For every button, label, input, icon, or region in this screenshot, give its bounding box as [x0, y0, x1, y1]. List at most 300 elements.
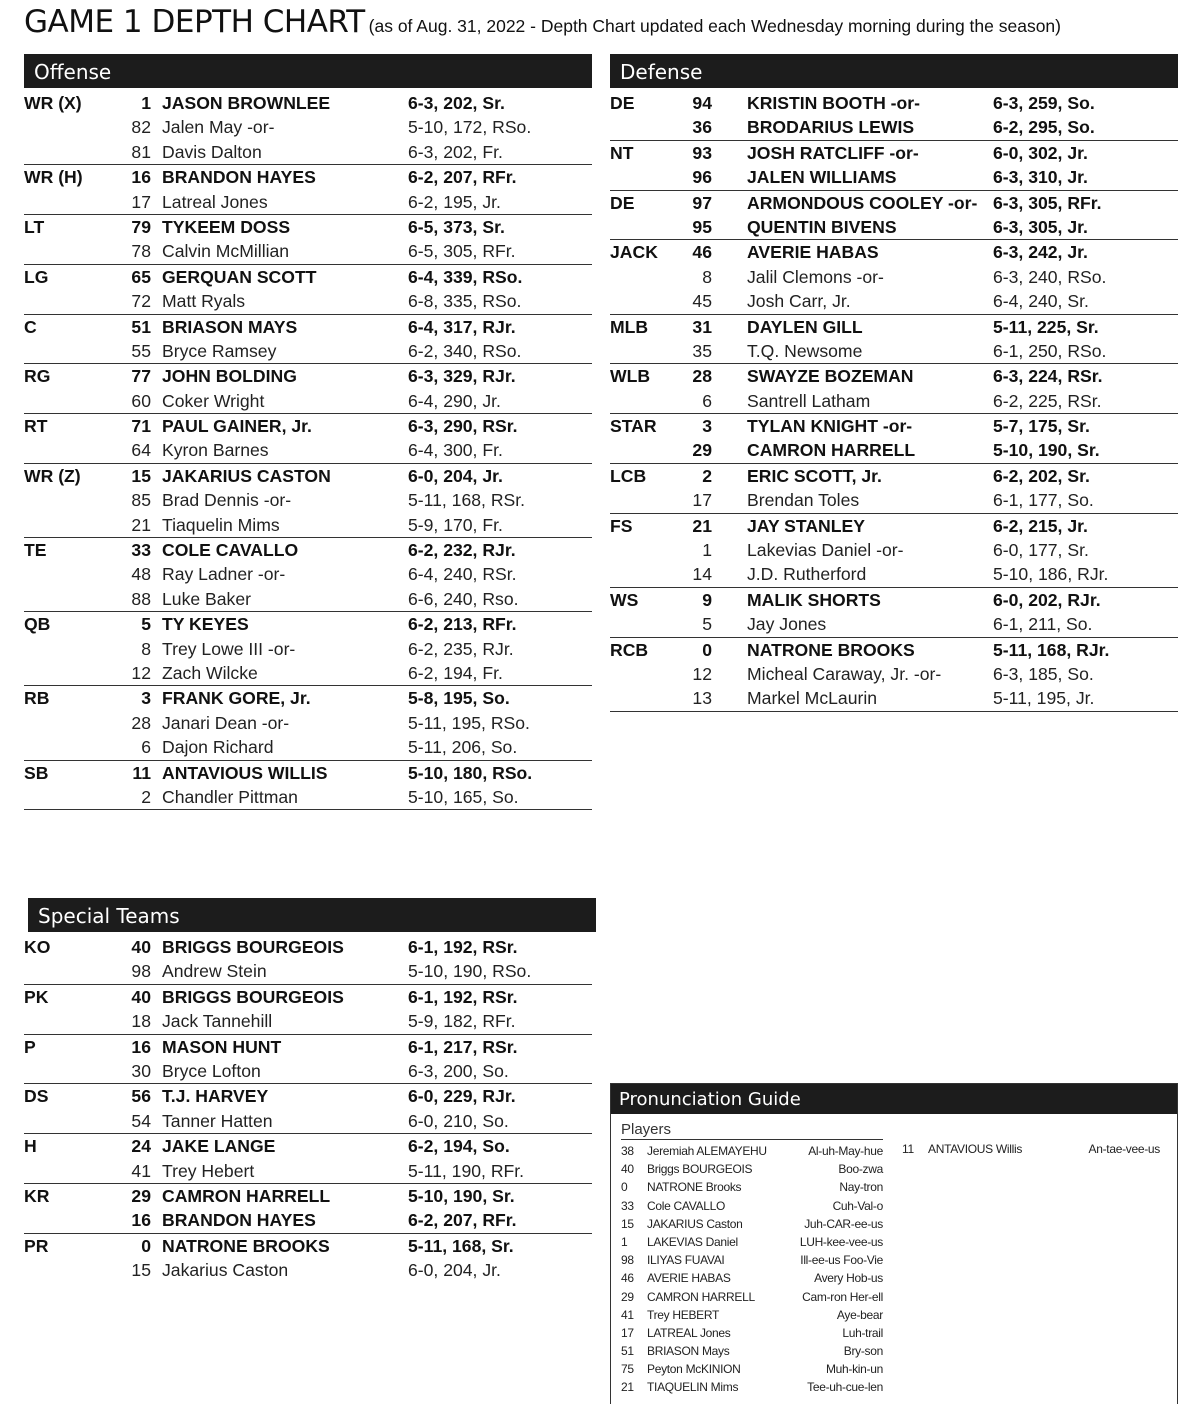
player-info: 5-10, 180, RSo. — [408, 762, 533, 783]
position-label: WR (H) — [24, 167, 83, 188]
player-row — [24, 115, 592, 139]
pronunciation-name: Trey HEBERT — [647, 1307, 720, 1322]
player-info: 6-2, 232, RJr. — [408, 540, 516, 561]
jersey-number: 6 — [141, 737, 151, 758]
jersey-number: 94 — [692, 93, 712, 113]
special-teams-section — [24, 898, 596, 1282]
player-info: 6-3, 185, So. — [993, 663, 1094, 684]
pronunciation-phonetic: Bry-son — [843, 1344, 883, 1359]
player-name: AVERIE HABAS — [747, 242, 879, 263]
player-info: 5-11, 190, RFr. — [408, 1160, 525, 1181]
player-info: 6-5, 373, Sr. — [408, 216, 505, 237]
player-row — [24, 1109, 592, 1133]
player-row — [24, 562, 592, 586]
jersey-number: 64 — [131, 440, 151, 461]
position-group — [610, 364, 1178, 414]
player-row — [610, 315, 1178, 339]
player-name: BRIGGS BOURGEOIS — [162, 937, 344, 957]
position-group — [24, 985, 592, 1035]
position-group — [24, 1234, 592, 1283]
pronunciation-number: 38 — [621, 1144, 634, 1158]
player-row — [610, 538, 1178, 562]
player-row — [610, 612, 1178, 636]
player-info: 6-3, 240, RSo. — [993, 266, 1107, 287]
position-group — [610, 91, 1178, 141]
jersey-number: 36 — [692, 117, 712, 138]
player-info: 6-0, 202, RJr. — [993, 589, 1101, 610]
position-label: RB — [24, 688, 50, 709]
title-main: GAME 1 DEPTH CHART — [24, 4, 365, 40]
player-info: 6-4, 240, RSr. — [408, 564, 517, 585]
jersey-number: 13 — [692, 688, 712, 709]
player-name: ERIC SCOTT, Jr. — [747, 465, 882, 486]
position-label: SB — [24, 762, 49, 783]
pronunciation-number: 11 — [902, 1142, 914, 1156]
player-info: 6-6, 240, Rso. — [408, 588, 519, 609]
title-subtitle: (as of Aug. 31, 2022 - Depth Chart updated each Wednesday morning during the season) — [368, 16, 1061, 36]
player-row — [24, 438, 592, 462]
player-info: 6-2, 207, RFr. — [408, 1210, 517, 1231]
player-row — [610, 141, 1178, 165]
player-row — [24, 735, 592, 759]
player-row — [24, 959, 592, 983]
pronunciation-name: Briggs BOURGEOIS — [647, 1162, 753, 1177]
pronunciation-row — [621, 1360, 883, 1378]
player-info: 6-3, 305, Jr. — [993, 216, 1088, 237]
player-row — [24, 215, 592, 239]
player-row — [24, 239, 592, 263]
position-group — [24, 165, 592, 215]
player-row — [610, 339, 1178, 363]
jersey-number: 30 — [131, 1060, 151, 1081]
pronunciation-phonetic: Muh-kin-un — [825, 1362, 883, 1377]
pronunciation-row — [621, 1251, 883, 1269]
jersey-number: 0 — [141, 1235, 151, 1256]
pronunciation-row — [621, 1160, 883, 1178]
position-group — [610, 588, 1178, 638]
position-group — [610, 514, 1178, 588]
player-name: Brendan Toles — [747, 490, 860, 511]
player-name: Chandler Pittman — [162, 786, 298, 807]
player-row — [610, 91, 1178, 115]
pronunciation-number: 40 — [621, 1162, 634, 1177]
player-name: T.J. HARVEY — [162, 1086, 269, 1107]
jersey-number: 17 — [692, 490, 712, 511]
player-info: 6-0, 204, Jr. — [408, 465, 503, 486]
position-label: NT — [610, 142, 634, 163]
pronunciation-list-left — [621, 1142, 883, 1397]
jersey-number: 28 — [131, 712, 151, 733]
jersey-number: 79 — [131, 216, 151, 237]
player-row — [24, 1208, 592, 1232]
player-row — [24, 91, 592, 115]
pronunciation-number: 21 — [621, 1380, 634, 1395]
pronunciation-phonetic: Aye-bear — [836, 1307, 883, 1322]
position-label: TE — [24, 540, 47, 561]
pronunciation-name: BRIASON Mays — [647, 1344, 730, 1359]
player-row — [24, 1159, 592, 1183]
player-name: BRANDON HAYES — [162, 1210, 316, 1231]
player-row — [610, 240, 1178, 264]
player-row — [610, 662, 1178, 686]
position-group — [610, 315, 1178, 365]
player-name: Markel McLaurin — [747, 688, 878, 709]
jersey-number: 56 — [131, 1086, 151, 1107]
player-row — [610, 389, 1178, 413]
jersey-number: 65 — [131, 266, 151, 287]
jersey-number: 12 — [131, 662, 151, 683]
player-info: 6-3, 305, RFr. — [993, 192, 1102, 213]
pronunciation-list-right — [902, 1140, 1160, 1158]
player-info: 6-1, 211, So. — [993, 614, 1093, 635]
position-label: RG — [24, 366, 51, 387]
player-info: 6-3, 200, So. — [408, 1060, 509, 1081]
player-name: Jakarius Caston — [162, 1260, 289, 1281]
position-label: DE — [610, 192, 635, 213]
player-row — [610, 438, 1178, 462]
pronunciation-phonetic: Cam-ron Her-ell — [802, 1289, 883, 1304]
player-name: Trey Hebert — [162, 1160, 255, 1181]
jersey-number: 2 — [141, 786, 151, 807]
jersey-number: 46 — [692, 242, 712, 263]
player-name: CAMRON HARRELL — [747, 440, 916, 461]
pronunciation-number: 51 — [621, 1344, 634, 1359]
pronunciation-name: Peyton McKINION — [647, 1362, 741, 1377]
player-name: ANTAVIOUS WILLIS — [162, 762, 328, 783]
position-group — [24, 935, 592, 985]
jersey-number: 0 — [702, 639, 712, 660]
pronunciation-phonetic: An-tae-vee-us — [1088, 1142, 1160, 1156]
player-info: 6-2, 213, RFr. — [408, 614, 517, 635]
player-name: NATRONE BROOKS — [162, 1235, 330, 1256]
player-info: 5-10, 190, RSo. — [408, 961, 532, 982]
offense-groups — [24, 88, 592, 810]
jersey-number: 45 — [692, 291, 712, 312]
player-info: 6-2, 194, Fr. — [408, 662, 503, 683]
player-name: GERQUAN SCOTT — [162, 266, 317, 287]
player-row — [610, 638, 1178, 662]
player-info: 6-2, 215, Jr. — [993, 515, 1088, 536]
pronunciation-number: 1 — [621, 1234, 628, 1249]
jersey-number: 5 — [141, 614, 151, 635]
player-row — [24, 389, 592, 413]
player-row — [24, 315, 592, 339]
player-info: 6-3, 202, Sr. — [408, 93, 505, 113]
position-label: WS — [610, 589, 639, 610]
position-label: C — [24, 316, 37, 337]
jersey-number: 29 — [131, 1185, 151, 1206]
player-name: Jack Tannehill — [162, 1011, 273, 1032]
position-label: WLB — [610, 366, 651, 387]
player-name: MALIK SHORTS — [747, 589, 881, 610]
player-name: Kyron Barnes — [162, 440, 269, 461]
player-name: J.D. Rutherford — [747, 564, 867, 585]
jersey-number: 41 — [131, 1160, 151, 1181]
jersey-number: 16 — [131, 167, 151, 188]
player-name: Janari Dean -or- — [162, 712, 290, 733]
jersey-number: 16 — [131, 1036, 151, 1057]
pronunciation-name: ANTAVIOUS Willis — [928, 1142, 1023, 1156]
pronunciation-number: 33 — [621, 1198, 634, 1213]
jersey-number: 1 — [141, 93, 151, 113]
player-name: Jalen May -or- — [162, 117, 275, 138]
player-info: 5-7, 175, Sr. — [993, 416, 1090, 437]
player-name: Davis Dalton — [162, 141, 262, 162]
player-info: 5-11, 206, So. — [408, 737, 518, 758]
offense-section — [24, 54, 592, 810]
position-label: LG — [24, 266, 49, 287]
jersey-number: 81 — [131, 141, 151, 162]
player-row — [610, 562, 1178, 586]
pronunciation-row — [621, 1269, 883, 1287]
player-name: Micheal Caraway, Jr. -or- — [747, 663, 942, 684]
player-name: Luke Baker — [162, 588, 251, 609]
player-row — [610, 115, 1178, 139]
player-row — [24, 1084, 592, 1108]
player-name: Ray Ladner -or- — [162, 564, 286, 585]
defense-groups — [610, 88, 1178, 712]
jersey-number: 48 — [131, 564, 151, 585]
player-row — [610, 191, 1178, 215]
player-name: Zach Wilcke — [162, 662, 258, 683]
player-info: 6-1, 217, RSr. — [408, 1036, 518, 1057]
player-name: Calvin McMillian — [162, 241, 290, 262]
jersey-number: 15 — [131, 1260, 151, 1281]
special-teams-header: Special Teams — [28, 898, 596, 932]
jersey-number: 29 — [692, 440, 712, 461]
pronunciation-row — [621, 1288, 883, 1306]
player-name: SWAYZE BOZEMAN — [747, 366, 914, 387]
player-info: 6-0, 302, Jr. — [993, 142, 1088, 163]
player-name: COLE CAVALLO — [162, 540, 299, 561]
pronunciation-phonetic: Ill-ee-us Foo-Vie — [800, 1253, 883, 1268]
pronunciation-phonetic: Tee-uh-cue-len — [807, 1380, 883, 1395]
player-row — [24, 587, 592, 611]
jersey-number: 2 — [702, 465, 712, 486]
pronunciation-name: LAKEVIAS Daniel — [647, 1234, 738, 1249]
player-row — [24, 935, 592, 959]
player-row — [24, 513, 592, 537]
position-group — [24, 612, 592, 686]
jersey-number: 78 — [131, 241, 151, 262]
player-name: MASON HUNT — [162, 1036, 282, 1057]
player-info: 6-4, 317, RJr. — [408, 316, 516, 337]
jersey-number: 31 — [692, 316, 712, 337]
position-group — [24, 1134, 592, 1184]
jersey-number: 40 — [131, 937, 151, 957]
position-label: KO — [24, 937, 51, 957]
jersey-number: 60 — [131, 390, 151, 411]
position-group — [24, 315, 592, 365]
jersey-number: 24 — [131, 1136, 151, 1157]
player-row — [610, 215, 1178, 239]
player-name: DAYLEN GILL — [747, 316, 863, 337]
player-row — [24, 538, 592, 562]
pronunciation-name: Jeremiah ALEMAYEHU — [647, 1144, 767, 1158]
pronunciation-name: NATRONE Brooks — [647, 1180, 742, 1195]
player-info: 5-11, 168, RSr. — [408, 490, 526, 511]
pronunciation-number: 46 — [621, 1271, 634, 1286]
player-name: KRISTIN BOOTH -or- — [747, 93, 920, 113]
pronunciation-phonetic: Cuh-Val-o — [832, 1198, 883, 1213]
pronunciation-phonetic: Juh-CAR-ee-us — [804, 1216, 883, 1231]
player-row — [610, 289, 1178, 313]
player-name: BRIASON MAYS — [162, 316, 298, 337]
position-group — [610, 464, 1178, 514]
pronunciation-row — [621, 1178, 883, 1196]
player-row — [24, 637, 592, 661]
player-name: JALEN WILLIAMS — [747, 167, 897, 188]
jersey-number: 35 — [692, 340, 712, 361]
player-name: TY KEYES — [162, 614, 249, 635]
pronunciation-number: 41 — [621, 1307, 634, 1322]
jersey-number: 54 — [131, 1110, 151, 1131]
jersey-number: 88 — [131, 588, 151, 609]
jersey-number: 96 — [692, 167, 712, 188]
player-info: 6-2, 225, RSr. — [993, 390, 1102, 411]
pronunciation-name: LATREAL Jones — [647, 1325, 731, 1340]
player-row — [610, 464, 1178, 488]
player-info: 6-3, 290, RSr. — [408, 416, 518, 437]
player-row — [24, 661, 592, 685]
player-info: 6-8, 335, RSo. — [408, 291, 522, 312]
player-row — [24, 289, 592, 313]
player-name: Bryce Lofton — [162, 1060, 261, 1081]
position-group — [610, 414, 1178, 464]
player-row — [610, 588, 1178, 612]
jersey-number: 33 — [131, 540, 151, 561]
pronunciation-phonetic: LUH-kee-vee-us — [799, 1234, 883, 1249]
player-row — [24, 1059, 592, 1083]
player-info: 6-2, 194, So. — [408, 1136, 510, 1157]
player-info: 6-4, 240, Sr. — [993, 291, 1089, 312]
player-row — [24, 364, 592, 388]
pronunciation-row — [621, 1215, 883, 1233]
player-name: FRANK GORE, Jr. — [162, 688, 311, 709]
pronunciation-phonetic: Al-uh-May-hue — [808, 1144, 883, 1158]
player-info: 6-5, 305, RFr. — [408, 241, 516, 262]
offense-header: Offense — [24, 54, 592, 88]
position-label: P — [24, 1036, 36, 1057]
position-label: WR (X) — [24, 93, 82, 113]
jersey-number: 82 — [131, 117, 151, 138]
jersey-number: 1 — [702, 540, 712, 561]
jersey-number: 95 — [692, 216, 712, 237]
pronunciation-subheading: Players — [621, 1121, 883, 1140]
position-group — [24, 538, 592, 612]
position-group — [24, 464, 592, 538]
player-name: Brad Dennis -or- — [162, 490, 292, 511]
jersey-number: 71 — [131, 416, 151, 437]
player-row — [610, 686, 1178, 710]
pronunciation-row — [621, 1342, 883, 1360]
jersey-number: 3 — [702, 416, 712, 437]
jersey-number: 55 — [131, 340, 151, 361]
player-row — [24, 785, 592, 809]
player-row — [24, 1035, 592, 1059]
player-name: JAY STANLEY — [747, 515, 865, 536]
player-name: Andrew Stein — [162, 961, 267, 982]
player-name: JAKE LANGE — [162, 1136, 276, 1157]
jersey-number: 3 — [141, 688, 151, 709]
pronunciation-row — [902, 1140, 1160, 1158]
position-label: MLB — [610, 316, 649, 337]
player-info: 6-4, 339, RSo. — [408, 266, 523, 287]
player-name: Lakevias Daniel -or- — [747, 540, 904, 561]
player-row — [24, 1184, 592, 1208]
player-info: 6-3, 259, So. — [993, 93, 1095, 113]
jersey-number: 18 — [131, 1011, 151, 1032]
player-name: Trey Lowe III -or- — [162, 638, 296, 659]
jersey-number: 21 — [692, 515, 712, 536]
pronunciation-row — [621, 1324, 883, 1342]
pronunciation-phonetic: Boo-zwa — [838, 1162, 883, 1177]
position-group — [610, 240, 1178, 314]
position-group — [24, 1084, 592, 1134]
pronunciation-number: 75 — [621, 1362, 634, 1377]
player-row — [24, 761, 592, 785]
player-name: Dajon Richard — [162, 737, 274, 758]
position-group — [24, 414, 592, 464]
jersey-number: 28 — [692, 366, 712, 387]
page-title — [24, 4, 1061, 40]
player-info: 5-10, 186, RJr. — [993, 564, 1109, 585]
player-row — [24, 612, 592, 636]
player-row — [610, 265, 1178, 289]
pronunciation-row — [621, 1142, 883, 1160]
player-row — [610, 488, 1178, 512]
player-info: 5-9, 170, Fr. — [408, 514, 503, 535]
player-name: ARMONDOUS COOLEY -or- — [747, 192, 978, 213]
player-name: JOHN BOLDING — [162, 366, 297, 387]
pronunciation-name: JAKARIUS Caston — [647, 1216, 743, 1231]
pronunciation-row — [621, 1378, 883, 1396]
player-name: T.Q. Newsome — [747, 340, 863, 361]
player-row — [24, 1234, 592, 1258]
jersey-number: 8 — [141, 638, 151, 659]
pronunciation-number: 15 — [621, 1216, 634, 1231]
position-label: DE — [610, 93, 635, 113]
position-label: KR — [24, 1185, 50, 1206]
pronunciation-number: 98 — [621, 1253, 634, 1268]
jersey-number: 6 — [702, 390, 712, 411]
pronunciation-name: ILIYAS FUAVAI — [647, 1253, 725, 1268]
player-name: Latreal Jones — [162, 191, 268, 212]
player-name: TYKEEM DOSS — [162, 216, 291, 237]
player-info: 6-3, 310, Jr. — [993, 167, 1088, 188]
jersey-number: 12 — [692, 663, 712, 684]
position-label: RCB — [610, 639, 649, 660]
player-row — [24, 190, 592, 214]
special-teams-groups — [24, 932, 592, 1282]
player-name: JASON BROWNLEE — [162, 93, 331, 113]
jersey-number: 97 — [692, 192, 712, 213]
player-info: 6-0, 210, So. — [408, 1110, 509, 1131]
position-group — [24, 1035, 592, 1085]
pronunciation-guide — [610, 1083, 1178, 1404]
jersey-number: 11 — [132, 762, 151, 783]
position-label: WR (Z) — [24, 465, 81, 486]
pronunciation-number: 17 — [621, 1325, 634, 1340]
jersey-number: 14 — [692, 564, 712, 585]
position-label: H — [24, 1136, 37, 1157]
player-info: 5-11, 195, Jr. — [993, 688, 1095, 709]
position-label: PK — [24, 986, 49, 1007]
jersey-number: 8 — [702, 266, 712, 287]
player-info: 5-11, 195, RSo. — [408, 712, 530, 733]
player-info: 5-11, 225, Sr. — [993, 316, 1099, 337]
position-label: JACK — [610, 242, 658, 263]
